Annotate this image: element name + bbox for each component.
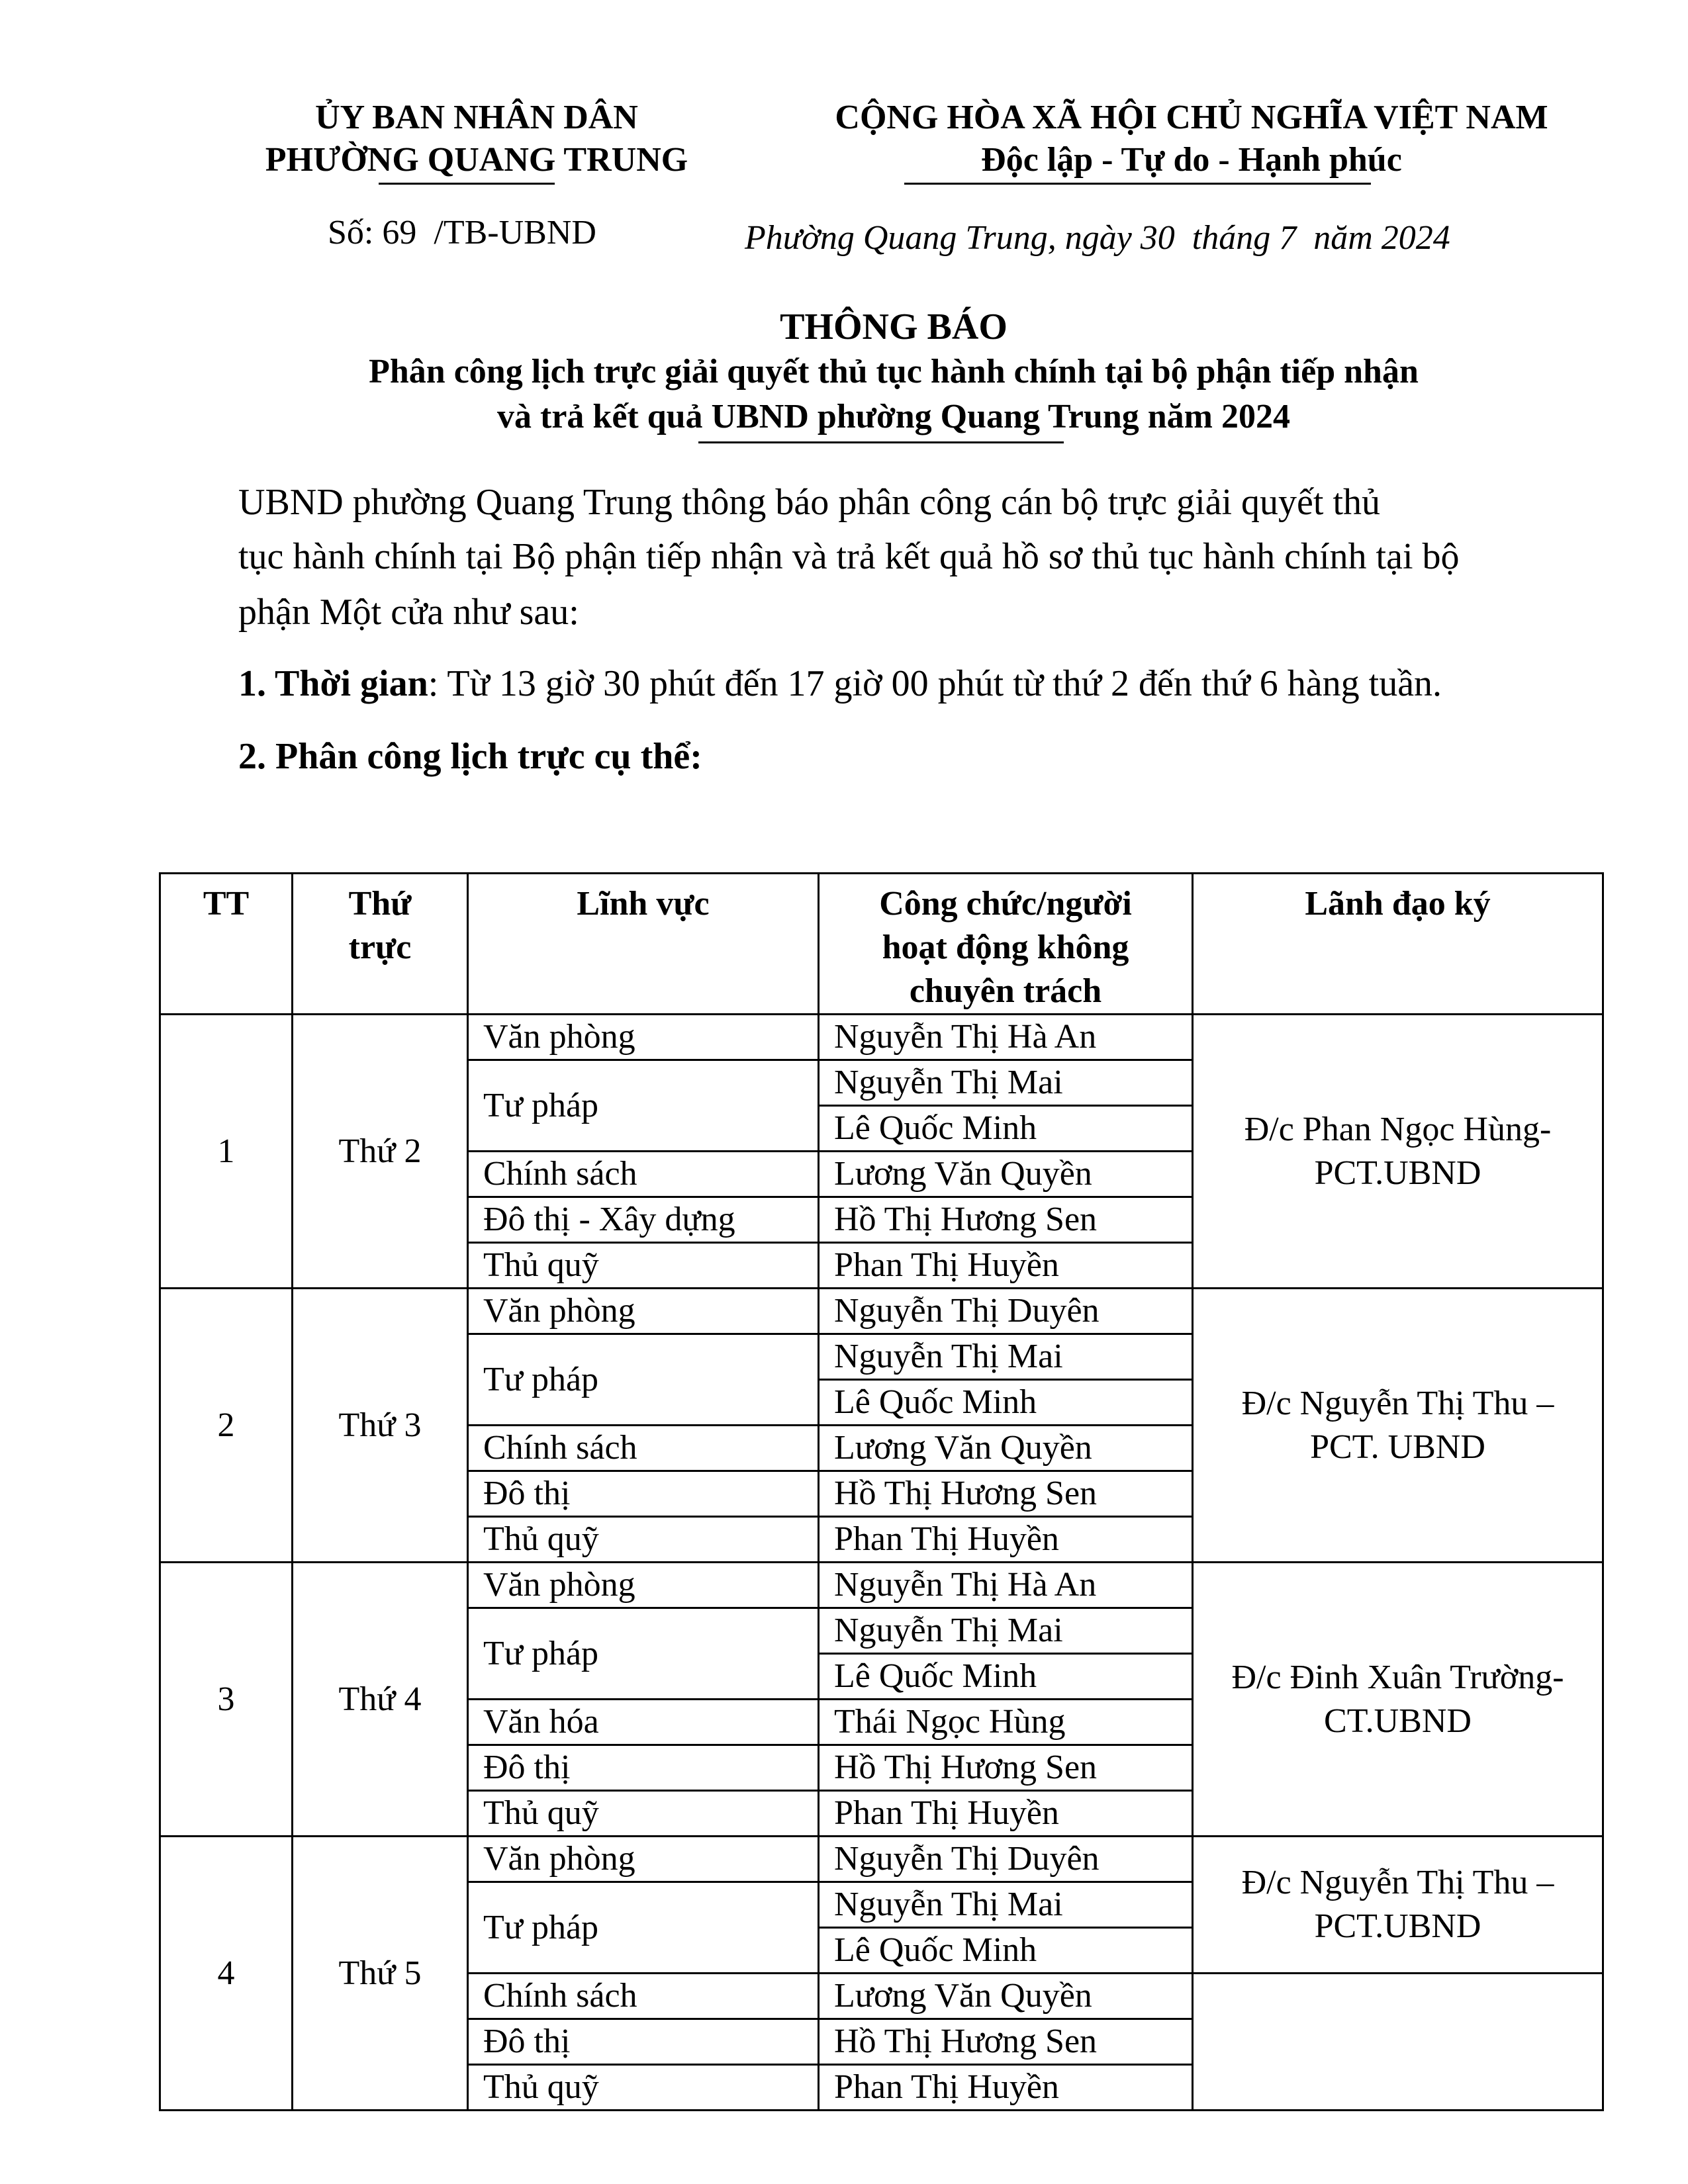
agency-name xyxy=(225,97,728,181)
national-motto xyxy=(722,97,1662,181)
cell-staff: Nguyễn Thị Duyên xyxy=(819,1289,1193,1334)
cell-leader: Đ/c Phan Ngọc Hùng- PCT.UBND xyxy=(1193,1015,1603,1289)
cell-field: Đô thị - Xây dựng xyxy=(468,1197,819,1243)
cell-staff: Nguyễn Thị Mai xyxy=(819,1334,1193,1380)
cell-leader: Đ/c Nguyễn Thị Thu – PCT.UBND xyxy=(1193,1837,1603,1974)
cell-staff: Phan Thị Huyền xyxy=(819,1243,1193,1289)
col-header-field: Lĩnh vực xyxy=(468,874,819,1015)
cell-staff: Lê Quốc Minh xyxy=(819,1380,1193,1426)
notice-title xyxy=(0,304,1688,349)
cell-field: Chính sách xyxy=(468,1426,819,1471)
nation-line-1: CỘNG HÒA XÃ HỘI CHỦ NGHĨA VIỆT NAM xyxy=(835,99,1548,136)
cell-day: Thứ 4 xyxy=(293,1563,468,1837)
title-underline xyxy=(698,441,1064,443)
cell-field: Văn phòng xyxy=(468,1563,819,1608)
cell-staff: Lê Quốc Minh xyxy=(819,1106,1193,1152)
cell-field: Văn phòng xyxy=(468,1289,819,1334)
cell-tt: 4 xyxy=(160,1837,293,2111)
cell-field: Đô thị xyxy=(468,1745,819,1791)
cell-staff: Nguyễn Thị Mai xyxy=(819,1608,1193,1654)
table-header-row xyxy=(160,874,1603,1015)
cell-field: Tư pháp xyxy=(468,1334,819,1426)
cell-leader-continued xyxy=(1193,1974,1603,2111)
cell-field: Thủ quỹ xyxy=(468,1243,819,1289)
notice-title-main: THÔNG BÁO xyxy=(780,306,1008,347)
cell-field: Đô thị xyxy=(468,2019,819,2065)
intro-line-2: tục hành chính tại Bộ phận tiếp nhận và trả kết quả hồ sơ thủ tục hành chính tại bộ xyxy=(238,536,1460,577)
cell-field: Đô thị xyxy=(468,1471,819,1517)
item-time-text: : Từ 13 giờ 30 phút đến 17 giờ 00 phút từ thứ 2 đến thứ 6 hàng tuần. xyxy=(428,663,1442,704)
col-header-tt: TT xyxy=(160,874,293,1015)
cell-tt: 3 xyxy=(160,1563,293,1837)
cell-field: Chính sách xyxy=(468,1974,819,2019)
cell-staff: Phan Thị Huyền xyxy=(819,1791,1193,1837)
cell-field: Thủ quỹ xyxy=(468,1517,819,1563)
document-number: Số: 69 /TB-UBND xyxy=(328,214,596,251)
cell-field: Văn phòng xyxy=(468,1837,819,1882)
cell-staff: Hồ Thị Hương Sen xyxy=(819,2019,1193,2065)
cell-staff: Phan Thị Huyền xyxy=(819,2065,1193,2111)
cell-field: Tư pháp xyxy=(468,1060,819,1152)
item-time-label: 1. Thời gian xyxy=(238,663,428,704)
item-schedule-label: 2. Phân công lịch trực cụ thể: xyxy=(238,736,702,777)
motto-underline xyxy=(904,183,1371,185)
agency-line-2: PHƯỜNG QUANG TRUNG xyxy=(265,141,688,179)
cell-leader: Đ/c Nguyễn Thị Thu – PCT. UBND xyxy=(1193,1289,1603,1563)
place-date: Phường Quang Trung, ngày 30 tháng 7 năm 2024 xyxy=(745,219,1450,257)
intro-line-1: UBND phường Quang Trung thông báo phân công cán bộ trực giải quyết thủ xyxy=(238,482,1381,523)
cell-staff: Hồ Thị Hương Sen xyxy=(819,1471,1193,1517)
cell-staff: Phan Thị Huyền xyxy=(819,1517,1193,1563)
cell-field: Văn phòng xyxy=(468,1015,819,1060)
cell-field: Tư pháp xyxy=(468,1882,819,1974)
table-row xyxy=(160,1563,1603,1608)
intro-line-3: phận Một cửa như sau: xyxy=(238,592,579,633)
agency-line-1: ỦY BAN NHÂN DÂN xyxy=(315,99,638,136)
cell-staff: Hồ Thị Hương Sen xyxy=(819,1745,1193,1791)
cell-staff: Hồ Thị Hương Sen xyxy=(819,1197,1193,1243)
notice-subtitle xyxy=(0,349,1688,439)
nation-line-2: Độc lập - Tự do - Hạnh phúc xyxy=(981,141,1402,179)
cell-staff: Lương Văn Quyền xyxy=(819,1974,1193,2019)
cell-staff: Lương Văn Quyền xyxy=(819,1426,1193,1471)
cell-staff: Lê Quốc Minh xyxy=(819,1654,1193,1700)
table-row xyxy=(160,1289,1603,1334)
notice-subtitle-line-1: Phân công lịch trực giải quyết thủ tục hành chính tại bộ phận tiếp nhận xyxy=(369,353,1419,390)
agency-underline xyxy=(379,183,555,185)
cell-field: Chính sách xyxy=(468,1152,819,1197)
col-header-leader: Lãnh đạo ký xyxy=(1193,874,1603,1015)
cell-staff: Nguyễn Thị Mai xyxy=(819,1060,1193,1106)
cell-day: Thứ 3 xyxy=(293,1289,468,1563)
cell-staff: Thái Ngọc Hùng xyxy=(819,1700,1193,1745)
cell-field: Thủ quỹ xyxy=(468,1791,819,1837)
cell-staff: Lương Văn Quyền xyxy=(819,1152,1193,1197)
col-header-staff: Công chức/người hoạt động không chuyên trách xyxy=(819,874,1193,1015)
cell-day: Thứ 5 xyxy=(293,1837,468,2111)
col-header-day: Thứ trực xyxy=(293,874,468,1015)
table-row xyxy=(160,1837,1603,1882)
cell-field: Thủ quỹ xyxy=(468,2065,819,2111)
cell-staff: Nguyễn Thị Hà An xyxy=(819,1015,1193,1060)
cell-field: Tư pháp xyxy=(468,1608,819,1700)
cell-tt: 1 xyxy=(160,1015,293,1289)
cell-staff: Lê Quốc Minh xyxy=(819,1928,1193,1974)
cell-staff: Nguyễn Thị Mai xyxy=(819,1882,1193,1928)
cell-leader: Đ/c Đinh Xuân Trường- CT.UBND xyxy=(1193,1563,1603,1837)
duty-schedule-table xyxy=(159,872,1604,2111)
cell-field: Văn hóa xyxy=(468,1700,819,1745)
cell-tt: 2 xyxy=(160,1289,293,1563)
cell-staff: Nguyễn Thị Hà An xyxy=(819,1563,1193,1608)
cell-day: Thứ 2 xyxy=(293,1015,468,1289)
notice-subtitle-line-2: và trả kết quả UBND phường Quang Trung năm 2024 xyxy=(497,398,1290,435)
table-row xyxy=(160,1015,1603,1060)
item-time xyxy=(238,660,1442,707)
cell-staff: Nguyễn Thị Duyên xyxy=(819,1837,1193,1882)
